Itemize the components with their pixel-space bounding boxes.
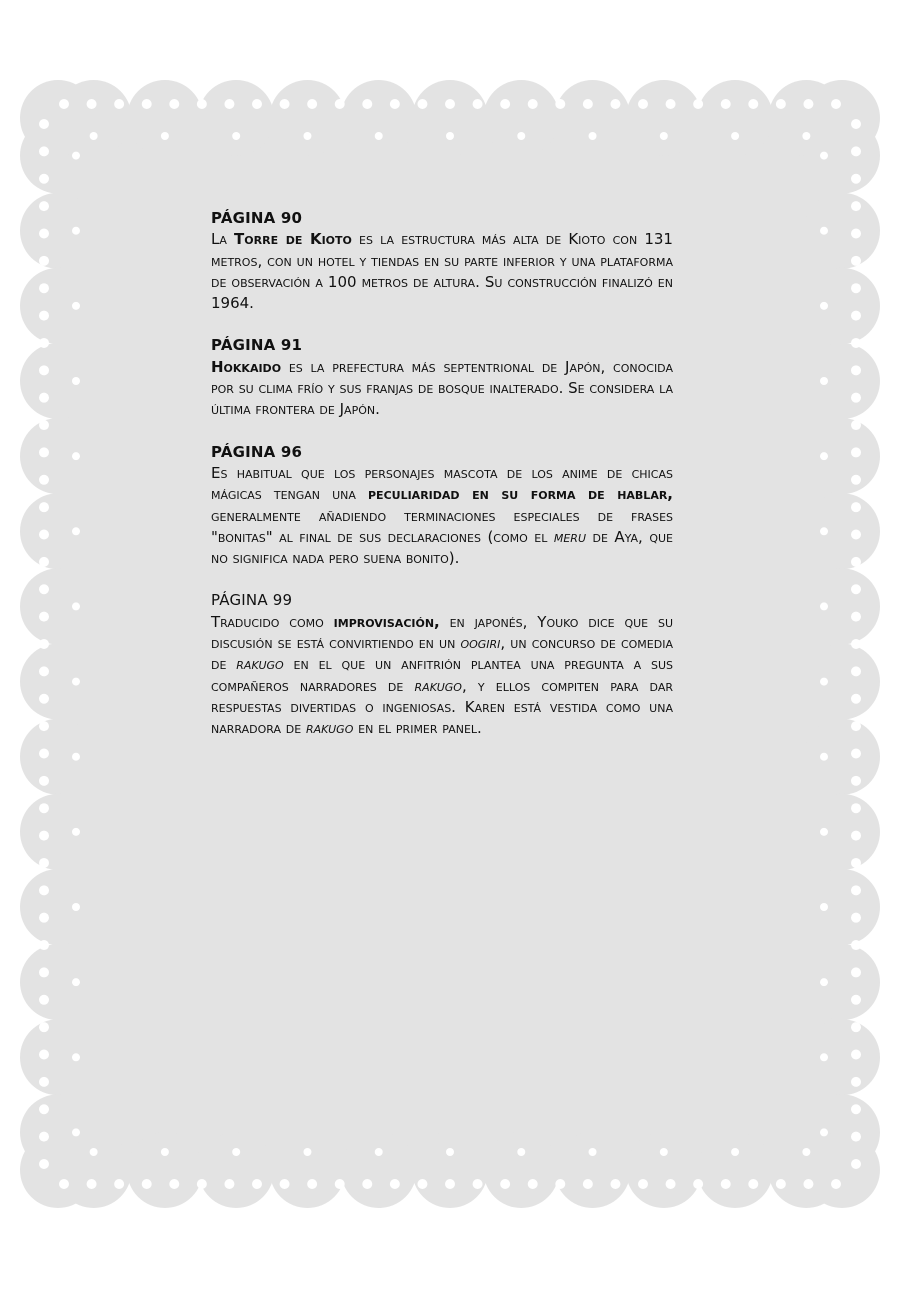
lace-eyelet [851, 502, 861, 512]
lace-scallop [804, 80, 880, 156]
lace-scallop [127, 1132, 203, 1208]
lace-eyelet [224, 1179, 234, 1189]
lace-eyelet [445, 99, 455, 109]
lace-eyelet [851, 146, 861, 156]
note-body [211, 463, 673, 569]
lace-eyelet [748, 99, 758, 109]
lace-eyelet [851, 365, 861, 375]
lace-eyelet [280, 99, 290, 109]
lace-eyelet [666, 99, 676, 109]
lace-scallop [697, 80, 773, 156]
lace-eyelet [39, 995, 49, 1005]
lace-eyelet [851, 967, 861, 977]
lace-eyelet [473, 1179, 483, 1189]
lace-eyelet [500, 99, 510, 109]
italic-term: rakugo [414, 676, 462, 695]
lace-eyelet [417, 1179, 427, 1189]
lace-eyelet [303, 1148, 311, 1156]
lace-eyelet [39, 1159, 49, 1169]
lace-eyelet [528, 99, 538, 109]
lace-eyelet [803, 99, 813, 109]
lace-eyelet [528, 1179, 538, 1189]
body-text: es la prefectura más septentrional de Japón, conocida por su clima frío y sus franjas de bosque inalterado. Se considera la última frontera de Japón. [211, 357, 673, 419]
lace-eyelet [307, 1179, 317, 1189]
lace-eyelet [851, 940, 861, 950]
lace-eyelet [303, 132, 311, 140]
lace-eyelet [39, 447, 49, 457]
lace-eyelet [851, 776, 861, 786]
lace-eyelet [90, 132, 98, 140]
lace-eyelet [39, 256, 49, 266]
lace-scallop [804, 343, 880, 419]
lace-scallop [20, 944, 96, 1020]
lace-scallop [20, 1132, 96, 1208]
lace-eyelet [445, 1179, 455, 1189]
lace-eyelet [820, 903, 828, 911]
lace-scallop [20, 268, 96, 344]
lace-eyelet [39, 776, 49, 786]
lace-eyelet [851, 201, 861, 211]
lace-scallop [20, 719, 96, 795]
lace-eyelet [39, 612, 49, 622]
lace-eyelet [851, 666, 861, 676]
translation-notes [211, 208, 673, 761]
lace-eyelet [851, 393, 861, 403]
lace-scallop [127, 80, 203, 156]
lace-eyelet [820, 302, 828, 310]
lace-eyelet [335, 99, 345, 109]
lace-eyelet [851, 995, 861, 1005]
lace-scallop [20, 418, 96, 494]
lace-scallop [804, 869, 880, 945]
lace-eyelet [851, 557, 861, 567]
lace-scallop [804, 1019, 880, 1095]
lace-eyelet [72, 302, 80, 310]
lace-eyelet [851, 311, 861, 321]
body-text: La [211, 230, 235, 249]
note-section [211, 208, 673, 314]
lace-scallop [20, 869, 96, 945]
lace-scallop [804, 268, 880, 344]
lace-scallop [341, 1132, 417, 1208]
lace-eyelet [39, 1077, 49, 1087]
lace-eyelet [72, 227, 80, 235]
lace-eyelet [851, 639, 861, 649]
lace-eyelet [473, 99, 483, 109]
body-text: de Aya, que no significa nada pero suena bonito). [211, 527, 673, 568]
lace-eyelet [307, 99, 317, 109]
lace-eyelet [831, 99, 841, 109]
lace-eyelet [851, 119, 861, 129]
lace-eyelet [39, 393, 49, 403]
lace-eyelet [776, 99, 786, 109]
lace-eyelet [39, 502, 49, 512]
lace-scallop [20, 644, 96, 720]
lace-eyelet [851, 1159, 861, 1169]
body-text: , y ellos compiten para dar respuestas divertidas o ingeniosas. Karen está vestida como una narradora de [211, 676, 674, 738]
lace-eyelet [39, 666, 49, 676]
lace-eyelet [375, 132, 383, 140]
lace-scallop [483, 1132, 559, 1208]
lace-eyelet [851, 1077, 861, 1087]
lace-eyelet [39, 338, 49, 348]
lace-eyelet [446, 1148, 454, 1156]
lace-eyelet [731, 132, 739, 140]
lace-eyelet [820, 1053, 828, 1061]
lace-scallop [804, 418, 880, 494]
lace-eyelet [39, 940, 49, 950]
lace-eyelet [72, 903, 80, 911]
lace-scallop [804, 1132, 880, 1208]
lace-eyelet [39, 228, 49, 238]
lace-eyelet [72, 753, 80, 761]
lace-eyelet [72, 978, 80, 986]
lace-eyelet [851, 447, 861, 457]
lace-scallop [697, 1132, 773, 1208]
lace-scallop [626, 1132, 702, 1208]
lace-eyelet [142, 1179, 152, 1189]
lace-eyelet [820, 828, 828, 836]
note-heading: PÁGINA 90 [211, 209, 303, 227]
body-text: , un concurso de comedia de [211, 634, 673, 674]
lace-eyelet [197, 99, 207, 109]
body-text: en el que un anfitrión plantea una pregunta a sus compañeros narradores de [211, 655, 673, 695]
lace-eyelet [851, 283, 861, 293]
note-body [211, 612, 673, 740]
lace-eyelet [39, 913, 49, 923]
lace-eyelet [59, 1179, 69, 1189]
lace-eyelet [820, 227, 828, 235]
lace-eyelet [39, 201, 49, 211]
lace-eyelet [555, 99, 565, 109]
lace-eyelet [820, 377, 828, 385]
lace-eyelet [39, 365, 49, 375]
lace-eyelet [721, 1179, 731, 1189]
lace-eyelet [583, 1179, 593, 1189]
note-section [211, 442, 673, 570]
highlighted-term: improvisación, [333, 612, 440, 631]
lace-eyelet [851, 1104, 861, 1114]
lace-scallop [555, 80, 631, 156]
lace-scallop [804, 944, 880, 1020]
italic-term: meru [553, 527, 586, 546]
lace-eyelet [72, 678, 80, 686]
lace-eyelet [362, 1179, 372, 1189]
lace-scallop [20, 794, 96, 870]
lace-eyelet [39, 146, 49, 156]
lace-eyelet [446, 132, 454, 140]
lace-eyelet [39, 1132, 49, 1142]
lace-eyelet [252, 99, 262, 109]
highlighted-term: Hokkaido [211, 357, 282, 376]
lace-scallop [269, 1132, 345, 1208]
lace-scallop [555, 1132, 631, 1208]
lace-eyelet [583, 99, 593, 109]
lace-eyelet [776, 1179, 786, 1189]
lace-eyelet [851, 831, 861, 841]
lace-eyelet [72, 1128, 80, 1136]
lace-scallop [20, 80, 96, 156]
lace-eyelet [39, 831, 49, 841]
lace-eyelet [851, 803, 861, 813]
lace-eyelet [375, 1148, 383, 1156]
lace-eyelet [39, 967, 49, 977]
lace-eyelet [851, 338, 861, 348]
lace-eyelet [39, 557, 49, 567]
lace-eyelet [803, 1179, 813, 1189]
lace-eyelet [831, 1179, 841, 1189]
lace-scallop [804, 493, 880, 569]
lace-eyelet [721, 99, 731, 109]
lace-eyelet [851, 256, 861, 266]
lace-eyelet [589, 1148, 597, 1156]
highlighted-term: peculiaridad en su forma de hablar, [368, 485, 673, 504]
lace-scallop [804, 193, 880, 269]
lace-scallop [412, 80, 488, 156]
lace-eyelet [197, 1179, 207, 1189]
lace-eyelet [39, 530, 49, 540]
lace-eyelet [142, 99, 152, 109]
body-text: en japonés, Youko dice que su discusión se está convirtiendo en un [211, 612, 674, 653]
italic-term: oogiri [460, 634, 501, 653]
lace-eyelet [169, 99, 179, 109]
lace-scallop [804, 568, 880, 644]
lace-eyelet [39, 283, 49, 293]
lace-scallop [198, 1132, 274, 1208]
lace-eyelet [820, 152, 828, 160]
lace-scallop [20, 568, 96, 644]
lace-scallop [269, 80, 345, 156]
lace-eyelet [638, 99, 648, 109]
lace-eyelet [39, 694, 49, 704]
lace-eyelet [851, 1050, 861, 1060]
lace-eyelet [820, 602, 828, 610]
lace-eyelet [72, 152, 80, 160]
lace-eyelet [39, 858, 49, 868]
lace-eyelet [417, 99, 427, 109]
lace-eyelet [39, 721, 49, 731]
lace-eyelet [39, 311, 49, 321]
lace-eyelet [72, 377, 80, 385]
lace-eyelet [232, 1148, 240, 1156]
lace-eyelet [638, 1179, 648, 1189]
lace-eyelet [851, 1022, 861, 1032]
lace-eyelet [500, 1179, 510, 1189]
lace-eyelet [820, 753, 828, 761]
lace-scallop [412, 1132, 488, 1208]
lace-eyelet [851, 721, 861, 731]
lace-eyelet [114, 1179, 124, 1189]
lace-eyelet [390, 1179, 400, 1189]
lace-eyelet [820, 527, 828, 535]
lace-eyelet [851, 748, 861, 758]
lace-eyelet [517, 1148, 525, 1156]
note-heading: PÁGINA 91 [211, 336, 303, 355]
lace-eyelet [39, 1104, 49, 1114]
lace-eyelet [39, 639, 49, 649]
note-body [211, 229, 673, 314]
lace-eyelet [39, 119, 49, 129]
lace-eyelet [169, 1179, 179, 1189]
lace-eyelet [820, 678, 828, 686]
lace-scallop [483, 80, 559, 156]
lace-scallop [804, 644, 880, 720]
lace-eyelet [390, 99, 400, 109]
lace-eyelet [851, 228, 861, 238]
body-text: en el primer panel. [353, 719, 482, 738]
lace-eyelet [72, 828, 80, 836]
lace-eyelet [851, 913, 861, 923]
lace-eyelet [820, 978, 828, 986]
lace-eyelet [39, 748, 49, 758]
lace-eyelet [39, 803, 49, 813]
lace-scallop [20, 493, 96, 569]
lace-eyelet [39, 420, 49, 430]
lace-scallop [341, 80, 417, 156]
highlighted-term: Torre de Kioto [234, 230, 352, 249]
lace-eyelet [224, 99, 234, 109]
lace-eyelet [851, 885, 861, 895]
lace-eyelet [161, 132, 169, 140]
lace-scallop [198, 80, 274, 156]
lace-eyelet [693, 99, 703, 109]
note-section [211, 590, 673, 739]
lace-eyelet [851, 1132, 861, 1142]
lace-eyelet [39, 584, 49, 594]
lace-eyelet [851, 584, 861, 594]
body-text: generalmente añadiendo terminaciones especiales de frases "bonitas" al final de sus declaraciones (como el [211, 506, 673, 546]
lace-eyelet [748, 1179, 758, 1189]
lace-eyelet [610, 1179, 620, 1189]
lace-eyelet [39, 1050, 49, 1060]
lace-eyelet [39, 1022, 49, 1032]
note-heading: PÁGINA 99 [211, 591, 293, 610]
lace-eyelet [72, 1053, 80, 1061]
body-text: es la estructura más alta de Kioto con 131 metros, con un hotel y tiendas en su parte inferior y una plataforma de observación a 100 metros de altura. Su construcción finalizó en 1964. [211, 230, 673, 313]
italic-term: rakugo [236, 655, 284, 674]
lace-eyelet [72, 452, 80, 460]
lace-eyelet [802, 1148, 810, 1156]
lace-eyelet [39, 174, 49, 184]
lace-eyelet [87, 1179, 97, 1189]
note-body [211, 357, 673, 421]
lace-eyelet [851, 420, 861, 430]
lace-scallop [20, 1019, 96, 1095]
lace-eyelet [851, 612, 861, 622]
lace-eyelet [693, 1179, 703, 1189]
lace-eyelet [660, 132, 668, 140]
lace-scallop [20, 193, 96, 269]
lace-eyelet [517, 132, 525, 140]
lace-eyelet [39, 475, 49, 485]
lace-scallop [626, 80, 702, 156]
lace-eyelet [114, 99, 124, 109]
body-text: Traducido como [211, 612, 334, 631]
lace-eyelet [90, 1148, 98, 1156]
lace-eyelet [72, 602, 80, 610]
lace-eyelet [820, 452, 828, 460]
lace-eyelet [161, 1148, 169, 1156]
body-text: Es habitual que los personajes mascota de los anime de chicas mágicas tengan una [211, 463, 673, 504]
lace-eyelet [87, 99, 97, 109]
lace-eyelet [335, 1179, 345, 1189]
lace-eyelet [731, 1148, 739, 1156]
lace-eyelet [851, 858, 861, 868]
note-heading: PÁGINA 96 [211, 442, 303, 461]
lace-scallop [804, 719, 880, 795]
lace-eyelet [851, 694, 861, 704]
lace-eyelet [666, 1179, 676, 1189]
italic-term: rakugo [305, 719, 354, 738]
lace-scallop [20, 343, 96, 419]
lace-eyelet [72, 527, 80, 535]
lace-eyelet [820, 1128, 828, 1136]
lace-eyelet [232, 132, 240, 140]
lace-eyelet [610, 99, 620, 109]
lace-eyelet [851, 475, 861, 485]
note-section [211, 335, 673, 420]
lace-eyelet [802, 132, 810, 140]
lace-eyelet [252, 1179, 262, 1189]
lace-eyelet [589, 132, 597, 140]
lace-eyelet [39, 885, 49, 895]
lace-eyelet [59, 99, 69, 109]
lace-eyelet [555, 1179, 565, 1189]
lace-eyelet [362, 99, 372, 109]
lace-eyelet [660, 1148, 668, 1156]
lace-eyelet [280, 1179, 290, 1189]
lace-scallop [804, 794, 880, 870]
lace-eyelet [851, 174, 861, 184]
lace-eyelet [851, 530, 861, 540]
